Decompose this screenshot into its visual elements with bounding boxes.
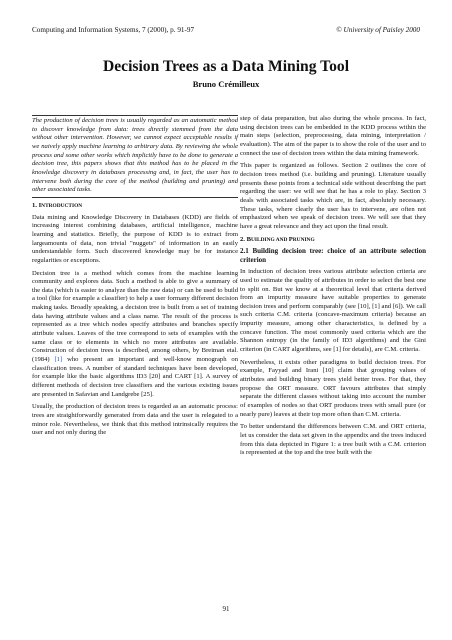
paper-title: Decision Trees as a Data Mining Tool <box>102 58 350 75</box>
intro-paragraph-3: Usually, the production of decision trees is regarded as an automatic process: trees are straightforwardly generated from data and the user is relegated to a minor role. Nevertheless, we think that this method intrinsically requires the user and not only during the <box>32 403 238 437</box>
left-column <box>32 115 238 442</box>
body-paragraph-4: Nevertheless, it exists other paradigms to build decision trees. For example, Fayyad and Irani [10] claim that grouping values of attributes and building binary trees yield better trees. For that, they propose the ORT measure. ORT favours attributes that simply separate the different classes without taking into account the number of examples of nodes so that ORT produces trees with small pure (or nearly pure) leaves at their top more often than C.M. criteria. <box>240 358 426 418</box>
abstract: The production of decision trees is usually regarded as an automatic method to discover knowledge from data: trees directly stemmed from the data without other intervention. However, we cannot expect acceptable results if we naively apply machine learning to arbitrary data. By reviewing the whole process and some other works which implicitly have to be done to generate a decision tree, this papers shows that this method has to be placed in the knowledge discovery in databases processing and, in fact, the user has to intervene both during the core of the method (building and pruning) and other associated tasks. <box>32 115 238 198</box>
copyright-notice: © University of Paisley 2000 <box>336 26 420 34</box>
journal-citation: Computing and Information Systems, 7 (2000), p. 91-97 <box>32 26 195 34</box>
section-heading-introduction: 1. INTRODUCTION <box>32 201 83 209</box>
subsection-heading-2-1: 2.1 Building decision tree: choice of an attribute selection criterion <box>240 247 426 265</box>
intro-paragraph-1: Data mining and Knowledge Discovery in Databases (KDD) are fields of increasing interest combining databases, artificial intelligence, machine learning and statistics. Briefly, the purpose of KDD is to extract from largeamounts of data, non trivial "nuggets" of information in an easily understandable form. Such discovered knowledge may be for instance regularities or exceptions. <box>32 213 238 264</box>
running-header <box>32 24 420 36</box>
citation-link[interactable]: [1] <box>54 356 63 364</box>
body-paragraph-5: To better understand the differences between C.M. and ORT criteria, let us consider the data set given in the appendix and the trees induced from this data depicted in Figure 1: a tree built with a C.M. criterion is represented at the top and the tree built with the <box>240 423 426 457</box>
right-column <box>240 115 426 462</box>
page-number: 91 <box>222 605 230 613</box>
author-name: Bruno Crémilleux <box>192 79 260 89</box>
intro-paragraph-2: Decision tree is a method which comes from the machine learning community and explores data. Such a method is able to give a summary of the data (which is easier to analyze than the raw data) or can be used to build a tool (like for example a classifier) to help a user formany different decision making tasks. Broadly speaking, a decision tree is built from a set of training data having attribute values and a class name. The result of the process is represented as a tree which nodes specify attributes and branches specify attribute values. Leaves of the tree correspond to sets of examples with the same class or to elements in which no more attributes are available. Construction of decision trees is described, among others, by Breiman etal. (1984) [1] who present an important and well-know monograph on classification trees. A number of standard techniques have been developed, for example like the basic algorithms ID3 [20] and CART [1]. A survey of different methods of decision tree classifiers and the various existing issues are presented in Safavian and Landgrebe [25]. <box>32 269 238 398</box>
body-paragraph-2: This paper is organized as follows. Section 2 outlines the core of decision trees method (i.e. building and pruning). Literature usually presents these points from a technical side without describing the part regarding the user: we will see that he has a role to play. Section 3 deals with associated tasks which are, in fact, absolutely necessary. These tasks, where clearly the user has to intervene, are often not emphasized when we speak of decision trees. We will see that they have a great relevance and they act upon the final result. <box>240 162 426 230</box>
body-paragraph-3: In induction of decision trees various attribute selection criteria are used to estimate the quality of attributes in order to select the best one to split on. But we know at a theoretical level that criteria derived from an impurity measure have suitable properties to generate decision trees and perform comparably (see [10], [1] and [6]). We call such criteria C.M. criteria (concave-maximum criteria) because an impurity measure, among other characteristics, is defined by a concave function. The most commonly used criteria which are the Shannon entropy (in the family of ID3 algorithms) and the Gini criterion (in CART algorithms, see [1] for details), are C.M. criteria. <box>240 268 426 354</box>
section-heading-building-pruning: 2. BUILDING AND PRUNING <box>240 235 315 243</box>
body-paragraph-1: step of data preparation, but also during the whole process. In fact, using decision trees can be embedded in the KDD process within the main steps (selection, preprocessing, data mining, interpretation / evaluation). The aim of the paper is to show the role of the user and to connect the use of decision trees within the data mining framework. <box>240 115 426 157</box>
